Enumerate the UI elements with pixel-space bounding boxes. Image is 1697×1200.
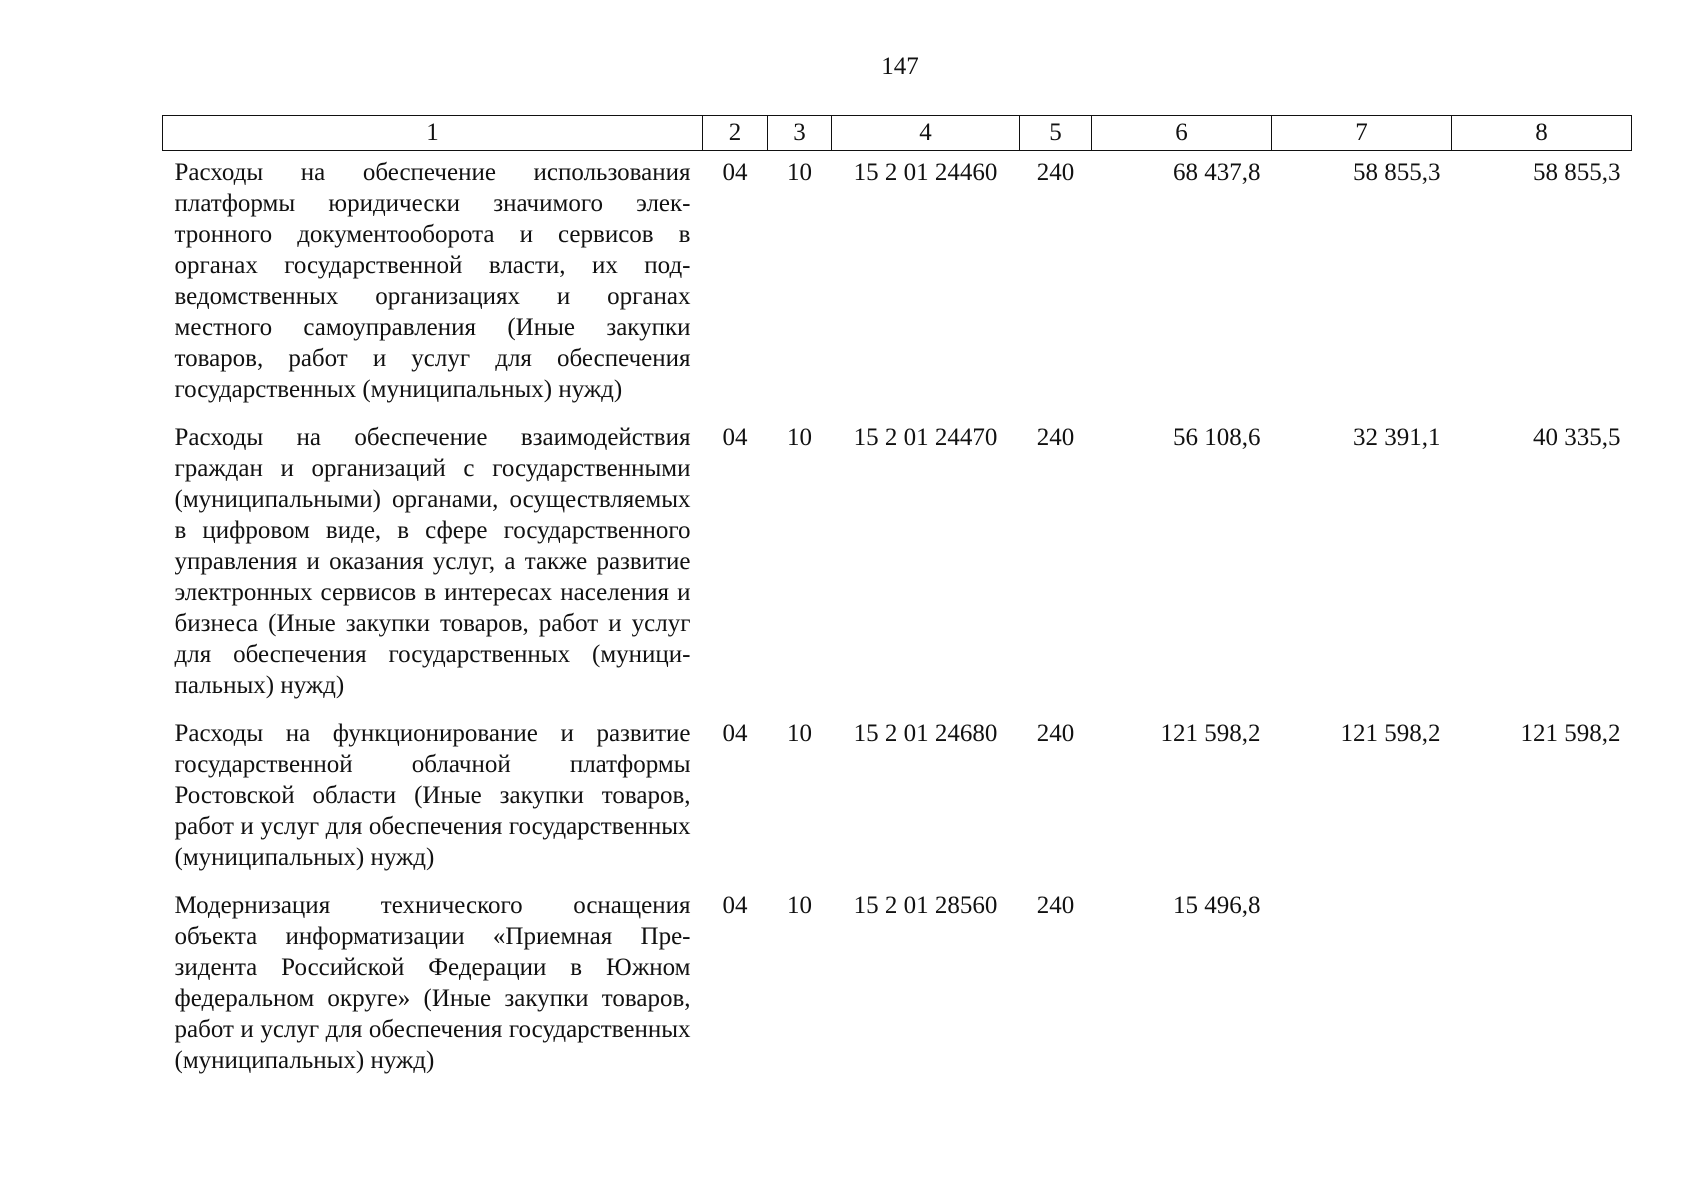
row-amount-8: 58 855,3 xyxy=(1533,159,1621,186)
page-number: 147 xyxy=(881,53,919,80)
row-section-code: 04 xyxy=(722,892,748,919)
row-amount-7: 58 855,3 xyxy=(1353,159,1441,186)
column-header-2: 2 xyxy=(703,116,768,151)
table-row xyxy=(163,712,1632,884)
row-expense-type: 240 xyxy=(1036,720,1075,747)
row-amount-8: 121 598,2 xyxy=(1520,720,1621,747)
row-description: Расходы на функционирование и развитие государственной облачной платформы Ростовской области (Иные закупки товаров, работ и услуг для обеспечения государственных (муниципальных) нужд) xyxy=(174,720,691,871)
column-header-6: 6 xyxy=(1092,116,1272,151)
column-header-1: 1 xyxy=(163,116,703,151)
row-section-code: 04 xyxy=(722,424,748,451)
budget-table xyxy=(162,115,1632,1087)
row-expense-type: 240 xyxy=(1036,424,1075,451)
row-amount-7 xyxy=(1272,884,1452,1087)
table-row xyxy=(163,416,1632,712)
row-amount-6: 56 108,6 xyxy=(1173,424,1261,451)
row-target-article: 15 2 01 28560 xyxy=(853,892,998,919)
column-header-4: 4 xyxy=(832,116,1020,151)
row-amount-8: 40 335,5 xyxy=(1533,424,1621,451)
row-description: Расходы на обеспечение использования платформы юридически значимого электронного документооборота и сервисов в органах государственной власти, их подведомственных организациях и органах местного самоуправления (Иные закупки товаров, работ и услуг для обеспечения государственных (муниципальных) нужд) xyxy=(174,159,691,403)
row-amount-7: 121 598,2 xyxy=(1340,720,1441,747)
row-amount-6: 68 437,8 xyxy=(1173,159,1261,186)
row-description: Расходы на обеспечение взаимодействия граждан и организаций с государственными (муниципальными) органами, осуществляемых в цифровом виде, в сфере государственного управления и оказания услуг, а также развитие электронных сервисов в интересах населения и бизнеса (Иные закупки товаров, работ и услуг для обеспечения государственных (муниципальных) нужд) xyxy=(174,424,691,699)
row-subsection-code: 10 xyxy=(787,892,812,919)
row-target-article: 15 2 01 24470 xyxy=(853,424,998,451)
column-header-3: 3 xyxy=(768,116,832,151)
row-amount-8 xyxy=(1452,884,1632,1087)
row-amount-7: 32 391,1 xyxy=(1353,424,1441,451)
row-expense-type: 240 xyxy=(1036,892,1075,919)
row-section-code: 04 xyxy=(722,720,748,747)
row-amount-6: 15 496,8 xyxy=(1173,892,1261,919)
row-section-code: 04 xyxy=(722,159,748,186)
column-header-7: 7 xyxy=(1272,116,1452,151)
row-description: Модернизация технического оснащения объекта информатизации «Приемная Президента Российской Федерации в Южном федеральном округе» (Иные закупки товаров, работ и услуг для обеспечения государственных (муниципальных) нужд) xyxy=(174,892,691,1074)
table-header-row xyxy=(163,116,1632,151)
table-row xyxy=(163,884,1632,1087)
table-row xyxy=(163,151,1632,417)
row-amount-6: 121 598,2 xyxy=(1160,720,1261,747)
row-target-article: 15 2 01 24680 xyxy=(853,720,998,747)
row-subsection-code: 10 xyxy=(787,159,812,186)
row-expense-type: 240 xyxy=(1036,159,1075,186)
row-subsection-code: 10 xyxy=(787,720,812,747)
column-header-8: 8 xyxy=(1452,116,1632,151)
row-subsection-code: 10 xyxy=(787,424,812,451)
column-header-5: 5 xyxy=(1020,116,1092,151)
row-target-article: 15 2 01 24460 xyxy=(853,159,998,186)
